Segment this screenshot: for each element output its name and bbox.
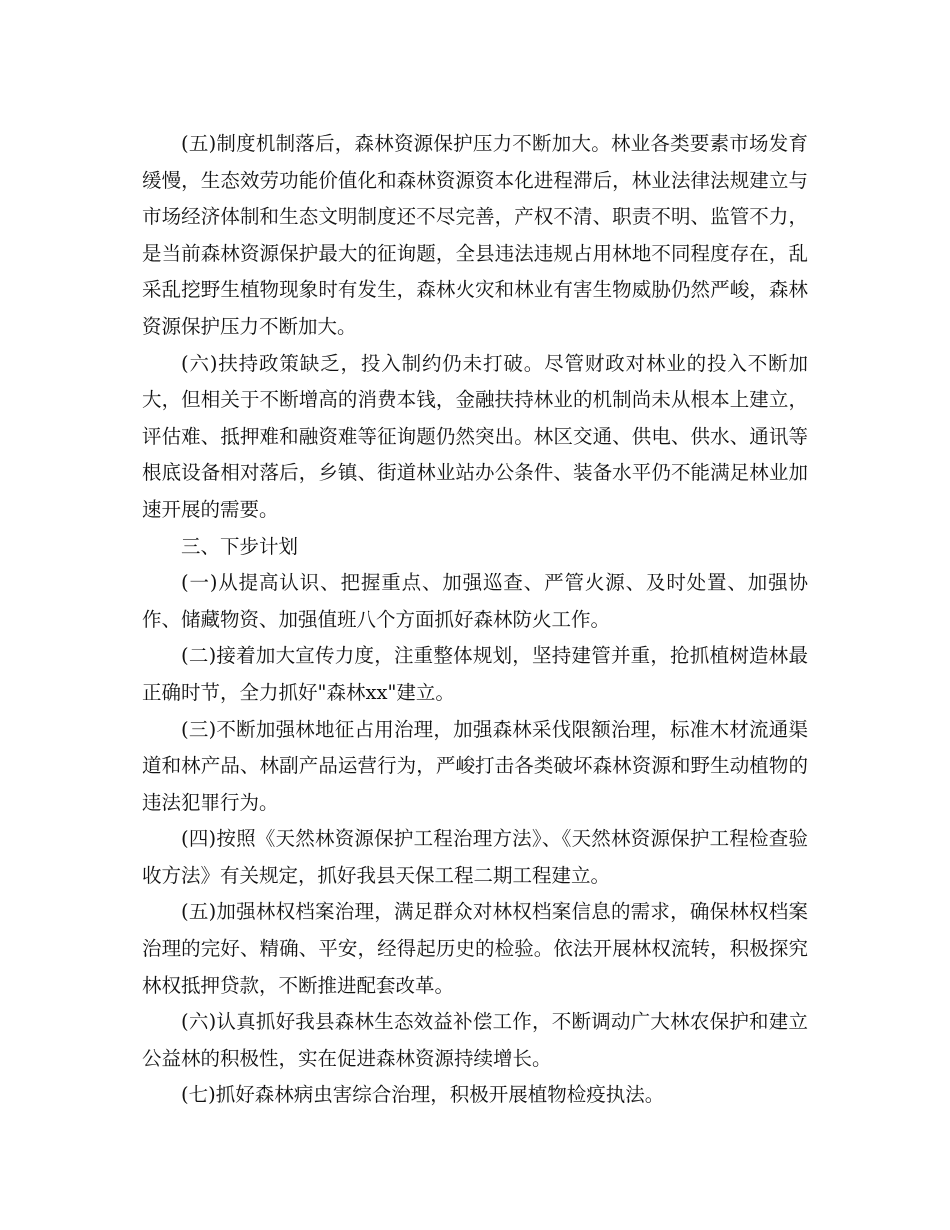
section-heading-next-plan: 三、下步计划 xyxy=(181,534,299,558)
plan-item-1: (一)从提高认识、把握重点、加强巡查、严管火源、及时处置、加强协作、储藏物资、加强值班八个方面抓好森林防火工作。 xyxy=(142,571,808,631)
plan-item-3: (三)不断加强林地征占用治理，加强森林采伐限额治理，标准木材流通渠道和林产品、林副产品运营行为，严峻打击各类破坏森林资源和野生动植物的违法犯罪行为。 xyxy=(142,717,808,814)
plan-item-5: (五)加强林权档案治理，满足群众对林权档案信息的需求，确保林权档案治理的完好、精确、平安，经得起历史的检验。依法开展林权流转，积极探究林权抵押贷款，不断推进配套改革。 xyxy=(142,900,808,997)
plan-item-4: (四)按照《天然林资源保护工程治理方法》、《天然林资源保护工程检查验收方法》有关规定，抓好我县天保工程二期工程建立。 xyxy=(142,827,808,887)
document-body xyxy=(142,126,808,1114)
plan-item-2: (二)接着加大宣传力度，注重整体规划，坚持建管并重，抢抓植树造林最正确时节，全力抓好"森林xx"建立。 xyxy=(142,644,808,704)
plan-item-6: (六)认真抓好我县森林生态效益补偿工作，不断调动广大林农保护和建立公益林的积极性，实在促进森林资源持续增长。 xyxy=(142,1010,808,1070)
paragraph-6-policy-shortage: (六)扶持政策缺乏，投入制约仍未打破。尽管财政对林业的投入不断加大，但相关于不断增高的消费本钱，金融扶持林业的机制尚未从根本上建立，评估难、抵押难和融资难等征询题仍然突出。林区交通、供电、供水、通讯等根底设备相对落后，乡镇、街道林业站办公条件、装备水平仍不能满足林业加速开展的需要。 xyxy=(142,351,808,521)
paragraph-5-institutional-lag: (五)制度机制落后，森林资源保护压力不断加大。林业各类要素市场发育缓慢，生态效劳功能价值化和森林资源资本化进程滞后，林业法律法规建立与市场经济体制和生态文明制度还不尽完善，产权不清、职责不明、监管不力，是当前森林资源保护最大的征询题，全县违法违规占用林地不同程度存在，乱采乱挖野生植物现象时有发生，森林火灾和林业有害生物威胁仍然严峻，森林资源保护压力不断加大。 xyxy=(142,132,808,338)
plan-item-7: (七)抓好森林病虫害综合治理，积极开展植物检疫执法。 xyxy=(181,1083,665,1107)
